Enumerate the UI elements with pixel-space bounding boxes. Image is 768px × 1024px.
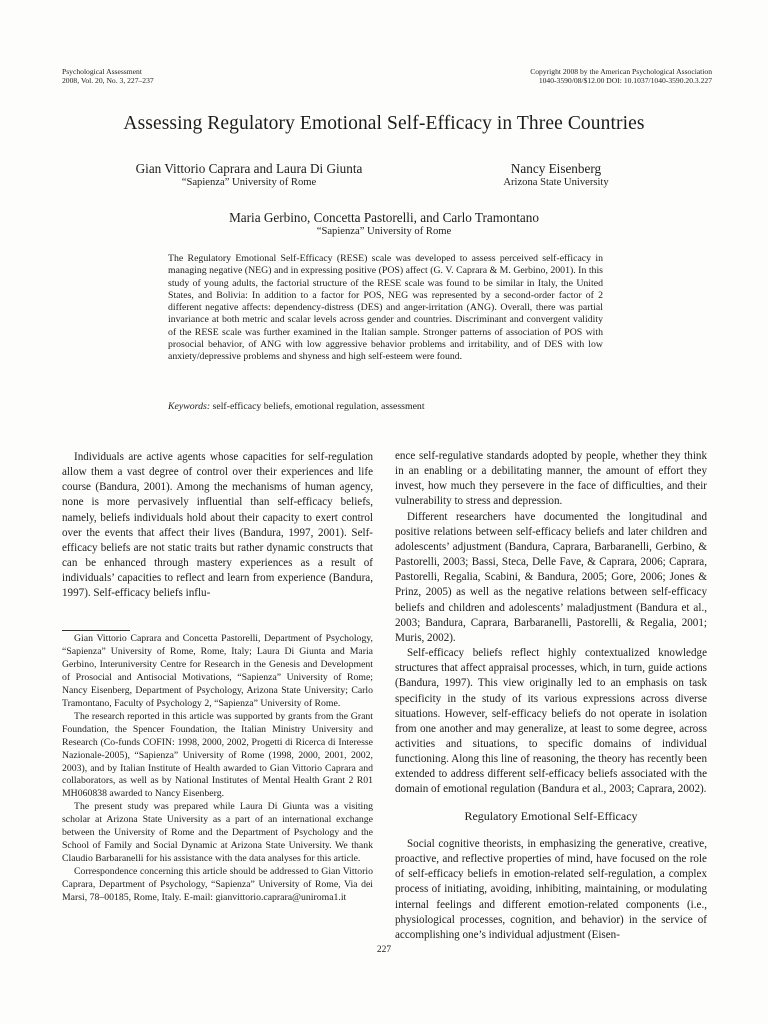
body-column-right-lower xyxy=(395,837,707,943)
author-group-center xyxy=(0,210,768,238)
keywords-text: self-efficacy beliefs, emotional regulation, assessment xyxy=(212,401,425,412)
body-paragraph: Social cognitive theorists, in emphasizing the generative, creative, proactive, and reflective properties of mind, have focused on the role of self-efficacy beliefs in emotion-related self-regulation, a complex process of initiating, avoiding, inhibiting, maintaining, or modulating internal feelings and different emotion-related components (i.e., physiological processes, cognition, and behavior) in the service of accomplishing one’s individual adjustment (Eisen- xyxy=(395,838,707,941)
author-group-right xyxy=(476,161,636,189)
volume-info: 2008, Vol. 20, No. 3, 227–237 xyxy=(62,76,154,85)
author-names: Maria Gerbino, Concetta Pastorelli, and Carlo Tramontano xyxy=(229,210,539,225)
keywords xyxy=(168,401,608,412)
author-affiliation: “Sapienza” University of Rome xyxy=(181,177,317,188)
author-affiliation: Arizona State University xyxy=(503,177,609,188)
author-names: Gian Vittorio Caprara and Laura Di Giunta xyxy=(135,161,363,176)
footnote-divider xyxy=(62,630,130,631)
body-paragraph: ence self-regulative standards adopted by people, whether they think in an enabling or a debilitating manner, the amount of effort they invest, how much they persevere in the face of difficulties, and their vulnerability to stress and depression. xyxy=(395,450,707,508)
footnote-acknowledgment: The present study was prepared while Laura Di Giunta was a visiting scholar at Arizona State University as a part of an international exchange between the University of Rome and the Department of Psychology and the School of Family and Social Dynamic at Arizona State University. We thank Claudio Barbaranelli for his assistance with the data analyses for this article. xyxy=(62,801,373,865)
copyright-info xyxy=(530,67,712,85)
page-number: 227 xyxy=(376,945,392,955)
journal-name: Psychological Assessment xyxy=(62,67,142,76)
footnote-funding: The research reported in this article was supported by grants from the Grant Foundation, the Spencer Foundation, the Italian Ministry University and Research (Co-funds COFIN: 1998, 2000, 2002, Progetti di Ricerca di Interesse Nazionale-2005), “Sapienza” University of Rome (1998, 2000, 2001, 2002, 2003), and by Italian Institute of Health awarded to Gian Vittorio Caprara and collaborators, as well as by National Institutes of Mental Health Grant 2 R01 MH060838 awarded to Nancy Eisenberg. xyxy=(62,710,373,800)
section-heading: Regulatory Emotional Self-Efficacy xyxy=(464,809,638,823)
author-affiliation: “Sapienza” University of Rome xyxy=(316,226,452,237)
author-names: Nancy Eisenberg xyxy=(510,161,602,176)
body-paragraph: Self-efficacy beliefs reflect highly contextualized knowledge structures that affect appraisal processes, which, in turn, guide actions (Bandura, 1997). This view originally led to an emphasis on task specificity in the study of its various expressions across diverse situations. However, self-efficacy beliefs do not operate in isolation from one another and may generalize, at least to some degree, across activities and situations, to specific domains of individual functioning. Along this line of reasoning, the theory has recently been extended to address different self-efficacy beliefs associated with the domain of emotional regulation (Bandura et al., 2003; Caprara, 2002). xyxy=(395,647,707,796)
journal-info xyxy=(62,67,154,85)
abstract: The Regulatory Emotional Self-Efficacy (RESE) scale was developed to assess perceived self-efficacy in managing negative (NEG) and in expressing positive (POS) affect (G. V. Caprara & M. Gerbino, 2001). In this study of young adults, the factorial structure of the RESE scale was found to be similar in Italy, the United States, and Bolivia: In addition to a factor for POS, NEG was represented by a second-order factor of 2 different negative affects: dependency-distress (DES) and anger-irritation (ANG). Overall, there was partial invariance at both metric and scalar levels across gender and countries. Discriminant and convergent validity of the RESE scale was further examined in the Italian sample. Stronger patterns of association of POS with prosocial behavior, of ANG with low aggressive behavior problems and irritability, and of DES with low anxiety/depressive problems and shyness and high self-esteem were found. xyxy=(168,253,603,363)
footnotes xyxy=(62,633,373,905)
article-title: Assessing Regulatory Emotional Self-Efficacy in Three Countries xyxy=(123,113,645,134)
footnote-affiliations: Gian Vittorio Caprara and Concetta Pastorelli, Department of Psychology, “Sapienza” University of Rome, Rome, Italy; Laura Di Giunta and Maria Gerbino, Interuniversity Centre for Research in the Genesis and Development of Prosocial and Antisocial Motivations, “Sapienza” University of Rome; Nancy Eisenberg, Department of Psychology, Arizona State University; Carlo Tramontano, Faculty of Psychology 2, “Sapienza” University of Rome. xyxy=(62,633,373,709)
body-paragraph: Individuals are active agents whose capacities for self-regulation allow them a vast degree of control over their experiences and life course (Bandura, 2001). Among the mechanisms of human agency, none is more pervasively influential than self-efficacy beliefs, namely, beliefs individuals hold about their capacity to exert control over the events that affect their lives (Bandura, 1997, 2001). Self-efficacy beliefs are not static traits but rather dynamic constructs that can be enhanced through mastery experiences as a result of individuals’ capacities to reflect and learn from experience (Bandura, 1997). Self-efficacy beliefs influ- xyxy=(62,451,373,600)
footnote-correspondence: Correspondence concerning this article should be addressed to Gian Vittorio Caprara, Department of Psychology, “Sapienza” University of Rome, Via dei Marsi, 78–00185, Rome, Italy. E-mail: gianvittorio.caprara@uniroma1.it xyxy=(62,866,373,904)
author-group-left xyxy=(92,161,406,189)
issn-doi-line: 1040-3590/08/$12.00 DOI: 10.1037/1040-3590.20.3.227 xyxy=(538,76,712,85)
copyright-line: Copyright 2008 by the American Psychological Association xyxy=(530,67,712,76)
body-column-right xyxy=(395,449,707,798)
body-column-left xyxy=(62,450,373,602)
keywords-label: Keywords: xyxy=(168,401,211,412)
body-paragraph: Different researchers have documented the longitudinal and positive relations between self-efficacy beliefs and later children and adolescents’ adjustment (Bandura, Caprara, Barbaranelli, Gerbino, & Pastorelli, 2003; Bassi, Steca, Delle Fave, & Caprara, 2006; Caprara, Pastorelli, Regalia, Scabini, & Bandura, 2005; Gore, 2006; Jones & Prinz, 2005) as well as the negative relations between self-efficacy beliefs and children and adolescents’ maladjustment (Bandura et al., 2003; Bandura, Caprara, Barbaranelli, Pastorelli, & Regalia, 2001; Muris, 2002). xyxy=(395,510,707,644)
